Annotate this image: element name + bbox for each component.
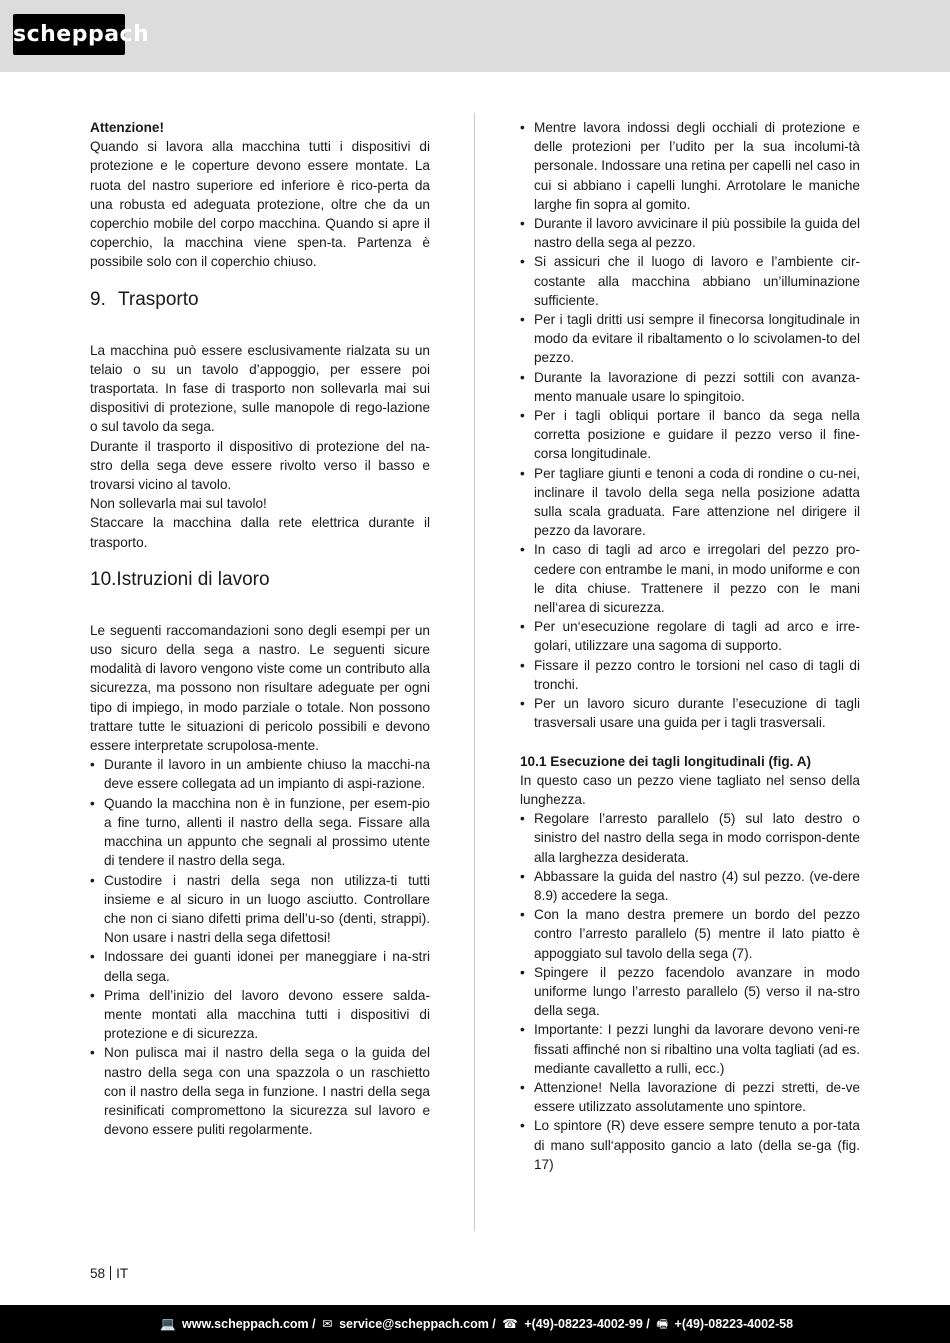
section-9-heading <box>90 288 430 312</box>
left-column <box>90 118 430 1139</box>
list-item: • Custodire i nastri della sega non utilizza-ti tutti insieme e al sicuro in un luogo asciutto. Controllare che non ci siano difetti prima dell’u-so (denti, strappi). Non usare i nastri della sega difettosi! <box>90 871 430 948</box>
section-9-paragraph: Durante il trasporto il dispositivo di protezione del na-stro della sega deve essere rivolto verso il basso e trovarsi vicino al tavolo. <box>90 438 430 493</box>
phone-icon: ☎ <box>502 1317 518 1331</box>
section-10-intro: Le seguenti raccomandazioni sono degli esempi per un uso sicuro della sega a nastro. Le seguenti sicure modalità di lavoro vengono viste come un contributo alla sicurezza, ma possono non risultare adeguate per ogni tipo di impiego, in modo parziale o totale. Non possono trattare tutte le situazioni di pericolo possibili e devono essere interpretate scrupolosa-mente. <box>90 622 430 754</box>
right-column <box>520 118 860 1174</box>
footer-website[interactable]: www.scheppach.com / <box>182 1317 316 1331</box>
list-item: • Fissare il pezzo contro le torsioni nel caso di tagli di tronchi. <box>520 656 860 694</box>
list-item: • Per un‘esecuzione regolare di tagli ad arco e irre-golari, utilizzare una sagoma di supporto. <box>520 617 860 655</box>
section-9-paragraph: Non sollevarla mai sul tavolo! <box>90 496 267 512</box>
list-item: • Per i tagli dritti usi sempre il finecorsa longitudinale in modo da evitare il ribaltamento o lo scivolamen-to del pezzo. <box>520 310 860 368</box>
footer-contact-bar <box>0 1305 950 1343</box>
list-item: • Quando la macchina non è in funzione, per esem-pio a fine turno, allenti il nastro della sega. Fissare alla macchina un appunto che segnali al prossimo utente di tendere il nastro della sega. <box>90 794 430 871</box>
list-item: • Attenzione! Nella lavorazione di pezzi stretti, de-ve essere utilizzato assolutamente uno spintore. <box>520 1078 860 1116</box>
list-item: • Non pulisca mai il nastro della sega o la guida del nastro della sega con una spazzola o un raschietto con il nastro della sega in funzione. I nastri della sega resinificati compromettono la sicurezza sul lavoro e devono essere puliti regolarmente. <box>90 1043 430 1139</box>
section-9-title: Trasporto <box>118 288 199 310</box>
section-10-heading <box>90 568 430 592</box>
section-9-paragraph: La macchina può essere esclusivamente rialzata su un telaio o su un tavolo d’appoggio, per essere poi trasportata. In fase di trasporto non sollevarla mai sui dispositivi di protezione, sulle manopole di rego-lazione o sul tavolo da sega. <box>90 342 430 435</box>
page-number <box>90 1265 128 1283</box>
list-item: • Durante il lavoro avvicinare il più possibile la guida del nastro della sega al pezzo. <box>520 214 860 252</box>
page-language: IT <box>116 1266 129 1281</box>
attention-text: Quando si lavora alla macchina tutti i dispositivi di protezione e le coperture devono essere montate. La ruota del nastro superiore ed inferiore è rico-perta da una robusta ed adeguata protezione, oltre che da un coperchio mobile del corpo macchina. Quando si apre il coperchio, la macchina viene spen-ta. Partenza è possibile solo con il coperchio chiuso. <box>90 139 430 270</box>
footer-email[interactable]: service@scheppach.com / <box>339 1317 496 1331</box>
section-10-bullet-list <box>90 755 430 1139</box>
list-item: • Spingere il pezzo facendolo avanzare in modo uniforme lungo l’arresto parallelo (5) verso il na-stro della sega. <box>520 963 860 1021</box>
list-item: • Per tagliare giunti e tenoni a coda di rondine o cu-nei, inclinare il tavolo della sega nella posizione adatta sulla scala graduata. Fare attenzione nel dirigere il pezzo da lavorare. <box>520 464 860 541</box>
header-band <box>0 0 950 72</box>
section-10-number: 10. <box>90 568 117 590</box>
list-item: • Abbassare la guida del nastro (4) sul pezzo. (ve-dere 8.9) accedere la sega. <box>520 867 860 905</box>
list-item: • Mentre lavora indossi degli occhiali di protezione e delle protezioni per l’udito per la sua incolumi-tà personale. Indossare una retina per capelli nel caso in cui si abbiano i capelli lunghi. Arrotolare le maniche larghe fin sopra al gomito. <box>520 118 860 214</box>
subsection-10-1-intro: In questo caso un pezzo viene tagliato nel senso della lunghezza. <box>520 772 860 807</box>
footer-phone: +(49)-08223-4002-99 / <box>524 1317 650 1331</box>
footer-fax: +(49)-08223-4002-58 <box>674 1317 794 1331</box>
list-item: • Si assicuri che il luogo di lavoro e l’ambiente cir-costante alla macchina abbiano un’illuminazione sufficiente. <box>520 252 860 310</box>
computer-icon: 💻 <box>159 1317 176 1331</box>
page-number-separator <box>110 1266 111 1280</box>
list-item: • In caso di tagli ad arco e irregolari del pezzo pro-cedere con entrambe le mani, in modo uniforme e con le dita chiuse. Trattenere il pezzo con le mani nell‘area di sicurezza. <box>520 540 860 617</box>
list-item: • Per i tagli obliqui portare il banco da sega nella corretta posizione e guidare il pezzo verso il fine-corsa longitudinale. <box>520 406 860 464</box>
safety-bullet-list <box>520 118 860 733</box>
mail-icon: ✉ <box>322 1317 333 1331</box>
section-10-title: Istruzioni di lavoro <box>116 568 270 590</box>
list-item: • Per un lavoro sicuro durante l’esecuzione di tagli trasversali usare una guida per i tagli trasversali. <box>520 694 860 732</box>
list-item: • Prima dell’inizio del lavoro devono essere salda-mente montati alla macchina tutti i dispositivi di protezione e di sicurezza. <box>90 986 430 1044</box>
attention-title: Attenzione! <box>90 120 165 135</box>
page-number-value: 58 <box>90 1266 106 1281</box>
column-divider <box>474 113 475 1231</box>
fax-icon: 🖷 <box>656 1317 669 1331</box>
list-item: • Con la mano destra premere un bordo del pezzo contro l’arresto parallelo (5) mentre il lato piatto è appoggiato sul tavolo della sega (7). <box>520 905 860 963</box>
list-item: • Lo spintore (R) deve essere sempre tenuto a por-tata di mano sull‘apposito gancio a lato (della se-ga (fig. 17) <box>520 1116 860 1174</box>
list-item: • Importante: I pezzi lunghi da lavorare devono veni-re fissati affinché non si ribaltino una volta tagliati (ad es. mediante cavalletto a rulli, ecc.) <box>520 1020 860 1078</box>
scheppach-logo: scheppach <box>13 14 125 55</box>
subsection-10-1-title: 10.1 Esecuzione dei tagli longitudinali (fig. A) <box>520 753 812 769</box>
section-9-paragraph: Staccare la macchina dalla rete elettrica durante il trasporto. <box>90 515 430 550</box>
list-item: • Durante il lavoro in un ambiente chiuso la macchi-na deve essere collegata ad un impianto di aspi-razione. <box>90 755 430 793</box>
subsection-bullet-list <box>520 809 860 1174</box>
list-item: • Regolare l’arresto parallelo (5) sul lato destro o sinistro del nastro della sega in modo corrispon-dente alla larghezza desiderata. <box>520 809 860 867</box>
list-item: • Indossare dei guanti idonei per maneggiare i na-stri della sega. <box>90 947 430 985</box>
section-9-number: 9. <box>90 288 106 310</box>
list-item: • Durante la lavorazione di pezzi sottili con avanza-mento manuale usare lo spingitoio. <box>520 368 860 406</box>
